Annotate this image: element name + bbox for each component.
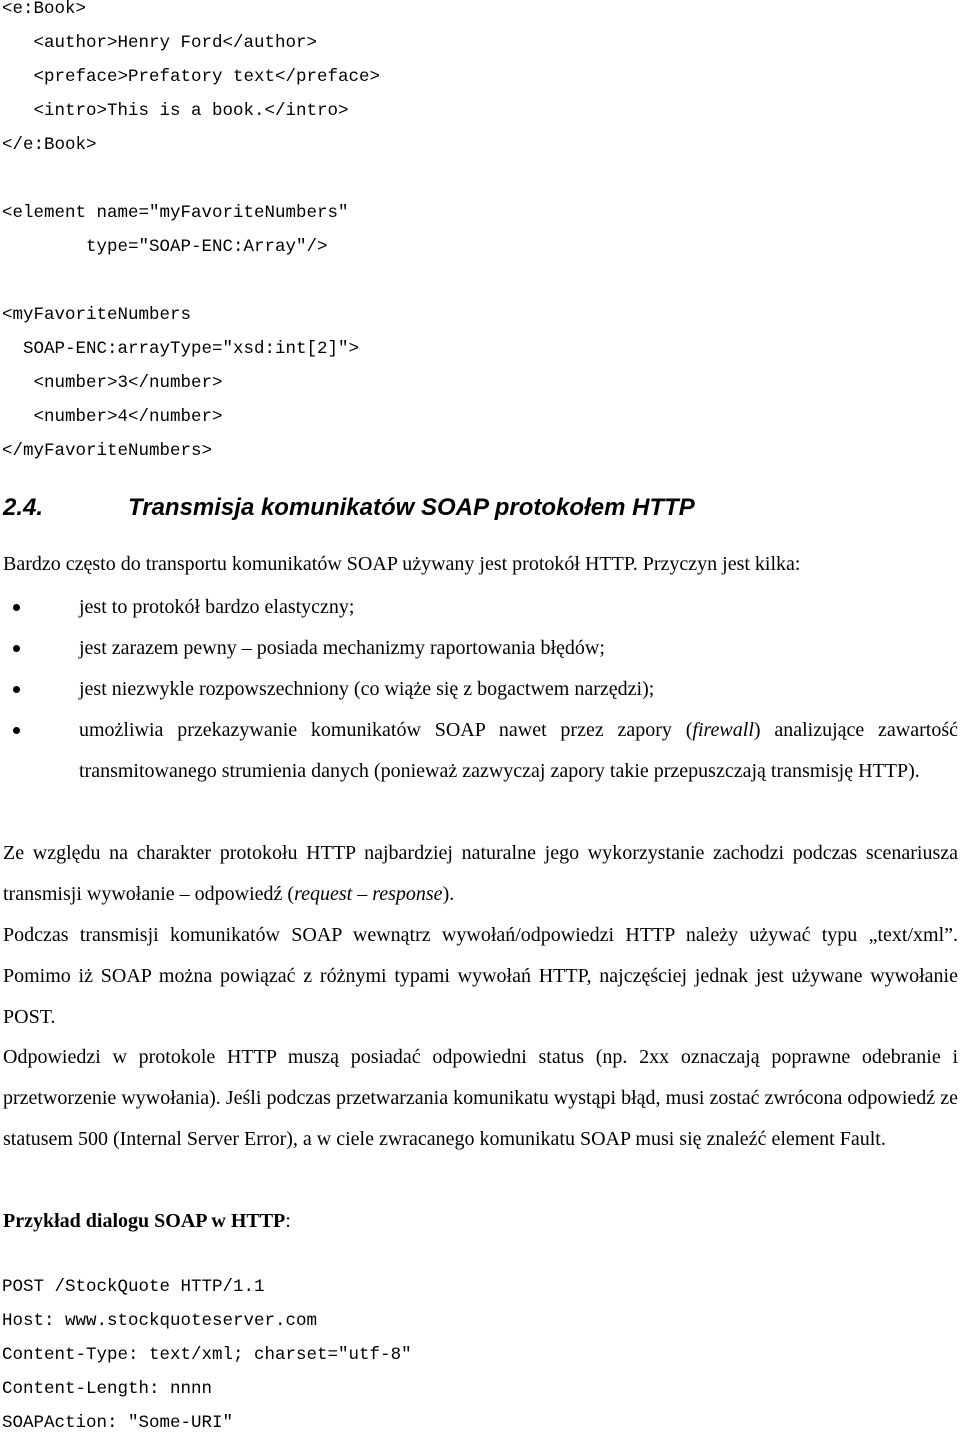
paragraph-text: Ze względu na charakter protokołu HTTP najbardziej naturalne jego wykorzystanie zachodzi podczas scenariusza transmisji wywołanie – odpowiedź ( [3, 842, 958, 905]
code-line: </e:Book> [2, 135, 97, 155]
code-line: </myFavoriteNumbers> [2, 441, 213, 461]
code-block-xml-examples [2, 0, 380, 468]
list-item [0, 587, 958, 628]
code-line: <preface>Prefatory text</preface> [2, 67, 381, 87]
intro-paragraph: Bardzo często do transportu komunikatów SOAP używany jest protokół HTTP. Przyczyn jest kilka: [3, 553, 801, 575]
code-line: <intro>This is a book.</intro> [2, 101, 349, 121]
code-line: <number>3</number> [2, 373, 223, 393]
paragraph-italic: request – response [294, 883, 443, 905]
code-line: Host: www.stockquoteserver.com [2, 1311, 318, 1331]
code-block-http-request [2, 1270, 412, 1440]
list-item-text: jest niezwykle rozpowszechniony (co wiąże się z bogactwem narzędzi); [79, 678, 655, 700]
paragraph-content-type: Podczas transmisji komunikatów SOAP wewnątrz wywołań/odpowiedzi HTTP należy używać typu „text/xml”. Pomimo iż SOAP można powiązać z różnymi typami wywołań HTTP, najczęściej jednak jest używane wywołanie POST. [3, 924, 958, 1028]
bullet-icon [13, 727, 20, 734]
code-line: POST /StockQuote HTTP/1.1 [2, 1277, 265, 1297]
section-number: 2.4. [3, 494, 44, 521]
paragraph-status-codes: Odpowiedzi w protokole HTTP muszą posiadać odpowiedni status (np. 2xx oznaczają poprawne odebranie i przetworzenie wywołania). Jeśli podczas przetwarzania komunikatu wystąpi błąd, musi zostać zwrócona odpowiedź ze statusem 500 (Internal Server Error), a w ciele zwracanego komunikatu SOAP musi się znaleźć element Fault. [3, 1046, 958, 1150]
code-line: Content-Length: nnnn [2, 1379, 213, 1399]
bullet-icon [13, 645, 20, 652]
code-line: type="SOAP-ENC:Array"/> [2, 237, 328, 257]
list-item-text: ) analizujące zawartość transmitowanego strumienia danych (ponieważ zazwyczaj zapory takie przepuszczają transmisję HTTP). [79, 719, 958, 782]
section-heading [3, 488, 695, 528]
code-line: SOAPAction: "Some-URI" [2, 1413, 234, 1433]
bullet-icon [13, 604, 20, 611]
example-title-suffix: : [285, 1210, 291, 1232]
reasons-list [0, 587, 958, 792]
list-item [0, 628, 958, 669]
list-item-italic: firewall [692, 719, 754, 741]
example-title-bold: Przykład dialogu SOAP w HTTP [3, 1210, 286, 1232]
code-line: <e:Book> [2, 0, 87, 19]
list-item-text: jest to protokół bardzo elastyczny; [79, 596, 355, 618]
paragraph-text: ). [442, 883, 455, 905]
code-line: <number>4</number> [2, 407, 223, 427]
code-line: <author>Henry Ford</author> [2, 33, 318, 53]
code-line: <element name="myFavoriteNumbers" [2, 203, 349, 223]
list-item-text: jest zarazem pewny – posiada mechanizmy raportowania błędów; [79, 637, 605, 659]
list-item-text: umożliwia przekazywanie komunikatów SOAP nawet przez zapory ( [79, 719, 693, 741]
code-line: SOAP-ENC:arrayType="xsd:int[2]"> [2, 339, 360, 359]
code-line: <myFavoriteNumbers [2, 305, 192, 325]
list-item [0, 669, 958, 710]
example-title [3, 1201, 958, 1242]
list-item [0, 710, 958, 792]
paragraph-http-usage [3, 833, 958, 915]
code-line: Content-Type: text/xml; charset="utf-8" [2, 1345, 412, 1365]
section-title: Transmisja komunikatów SOAP protokołem HTTP [128, 494, 695, 521]
bullet-icon [13, 686, 20, 693]
